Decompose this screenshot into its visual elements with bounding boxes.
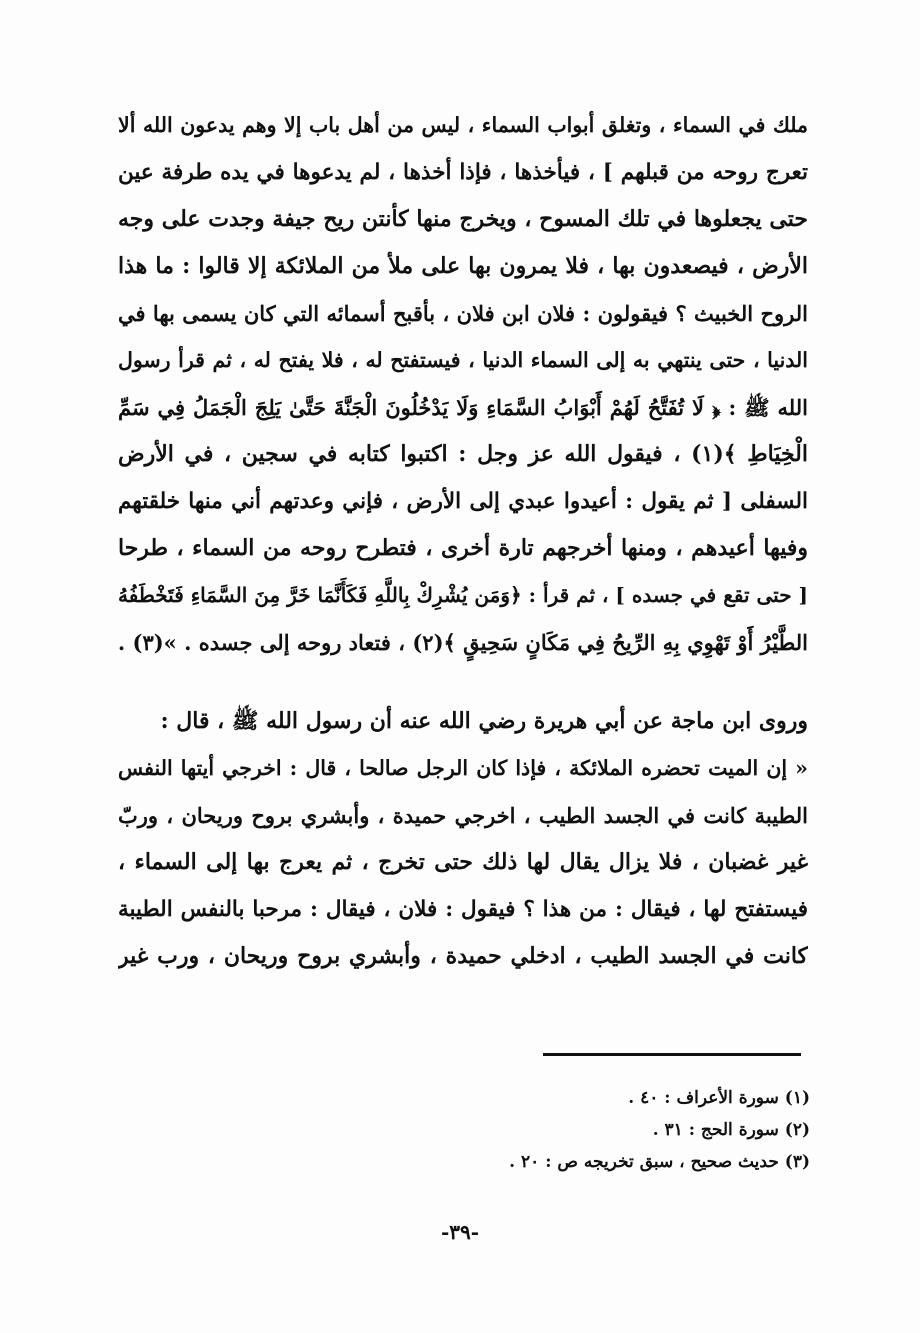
footnotes [420, 1082, 810, 1178]
text-line: ملك في السماء ، وتغلق أبواب السماء ، ليس من أهل باب إلا وهم يدعون الله ألا [118, 113, 808, 137]
quran-verse-line: [ حتى تقع في جسده ] ، ثم قرأ : ﴿وَمَن يُشْرِكْ بِاللَّهِ فَكَأَنَّمَا خَرَّ مِنَ السَّمَاءِ فَتَخْطَفُهُ [118, 583, 808, 607]
text-line: تعرج روحه من قبلهم ] ، فيأخذها ، فإذا أخذها ، لم يدعوها في يده طرفة عين [118, 160, 808, 185]
main-text [118, 102, 808, 980]
text-line: الْخِيَاطِ ﴾(١) ، فيقول الله عز وجل : اكتبوا كتابه في سجين ، في الأرض [118, 441, 808, 467]
text-line: السفلى [ ثم يقول : أعيدوا عبدي إلى الأرض ، فإني وعدتهم أني منها خلقتهم [118, 489, 808, 514]
footnote-divider [543, 1053, 801, 1056]
text-line: الطيبة كانت في الجسد الطيب ، اخرجي حميدة ، وأبشري بروح وريحان ، وربّ [118, 803, 808, 828]
text-line: « إن الميت تحضره الملائكة ، فإذا كان الرجل صالحا ، قال : اخرجي أيتها النفس [118, 756, 808, 780]
text-line: الدنيا ، حتى ينتهي به إلى السماء الدنيا ، فيستفتح له ، فلا يفتح له ، ثم قرأ رسول [118, 348, 808, 372]
text-line: الروح الخبيث ؟ فيقولون : فلان ابن فلان ، بأقبح أسمائه التي كان يسمى بها في [118, 301, 808, 326]
text-line: غير غضبان ، فلا يزال يقال لها ذلك حتى تخرج ، ثم يعرج بها إلى السماء ، [118, 849, 808, 875]
text-line: وفيها أعيدهم ، ومنها أخرجهم تارة أخرى ، فتطرح روحه من السماء ، طرحا [118, 535, 808, 561]
footnote-3: (٣) حديث صحيح ، سبق تخريجه ص : ٢٠ . [509, 1152, 810, 1172]
footnote-1: (١) سورة الأعراف : ٤٠ . [628, 1088, 810, 1108]
text-line: فيستفتح لها ، فيقال : من هذا ؟ فيقول : فلان ، فيقال : مرحبا بالنفس الطيبة [118, 897, 808, 922]
page-number: -٣٩- [440, 1220, 480, 1244]
text-line: حتى يجعلوها في تلك المسوح ، ويخرج منها كأنتن ريح جيفة وجدت على وجه [118, 206, 808, 232]
text-line: وروى ابن ماجة عن أبي هريرة رضي الله عنه أن رسول الله ﷺ ، قال : [160, 708, 808, 734]
paragraph-gap [118, 666, 808, 694]
footnote-2: (٢) سورة الحج : ٣١ . [652, 1120, 810, 1140]
paragraph-1 [118, 102, 808, 666]
quran-verse-line: الطَّيْرُ أَوْ تَهْوِي بِهِ الرِّيحُ فِي مَكَانٍ سَحِيقٍ ﴾(٢) ، فتعاد روحه إلى جسده . »(٣) . [118, 630, 808, 655]
paragraph-2 [118, 698, 808, 980]
text-line: كانت في الجسد الطيب ، ادخلي حميدة ، وأبشري بروح وريحان ، ورب غير [118, 943, 808, 969]
quran-verse-line: الله ﷺ : ﴿ لَا تُفَتَّحُ لَهُمْ أَبْوَابُ السَّمَاءِ وَلَا يَدْخُلُونَ الْجَنَّةَ حَتَّىٰ يَلِجَ الْجَمَلُ فِي سَمِّ [118, 395, 808, 420]
text-line: الأرض ، فيصعدون بها ، فلا يمرون بها على ملأ من الملائكة إلا قالوا : ما هذا [118, 253, 808, 279]
